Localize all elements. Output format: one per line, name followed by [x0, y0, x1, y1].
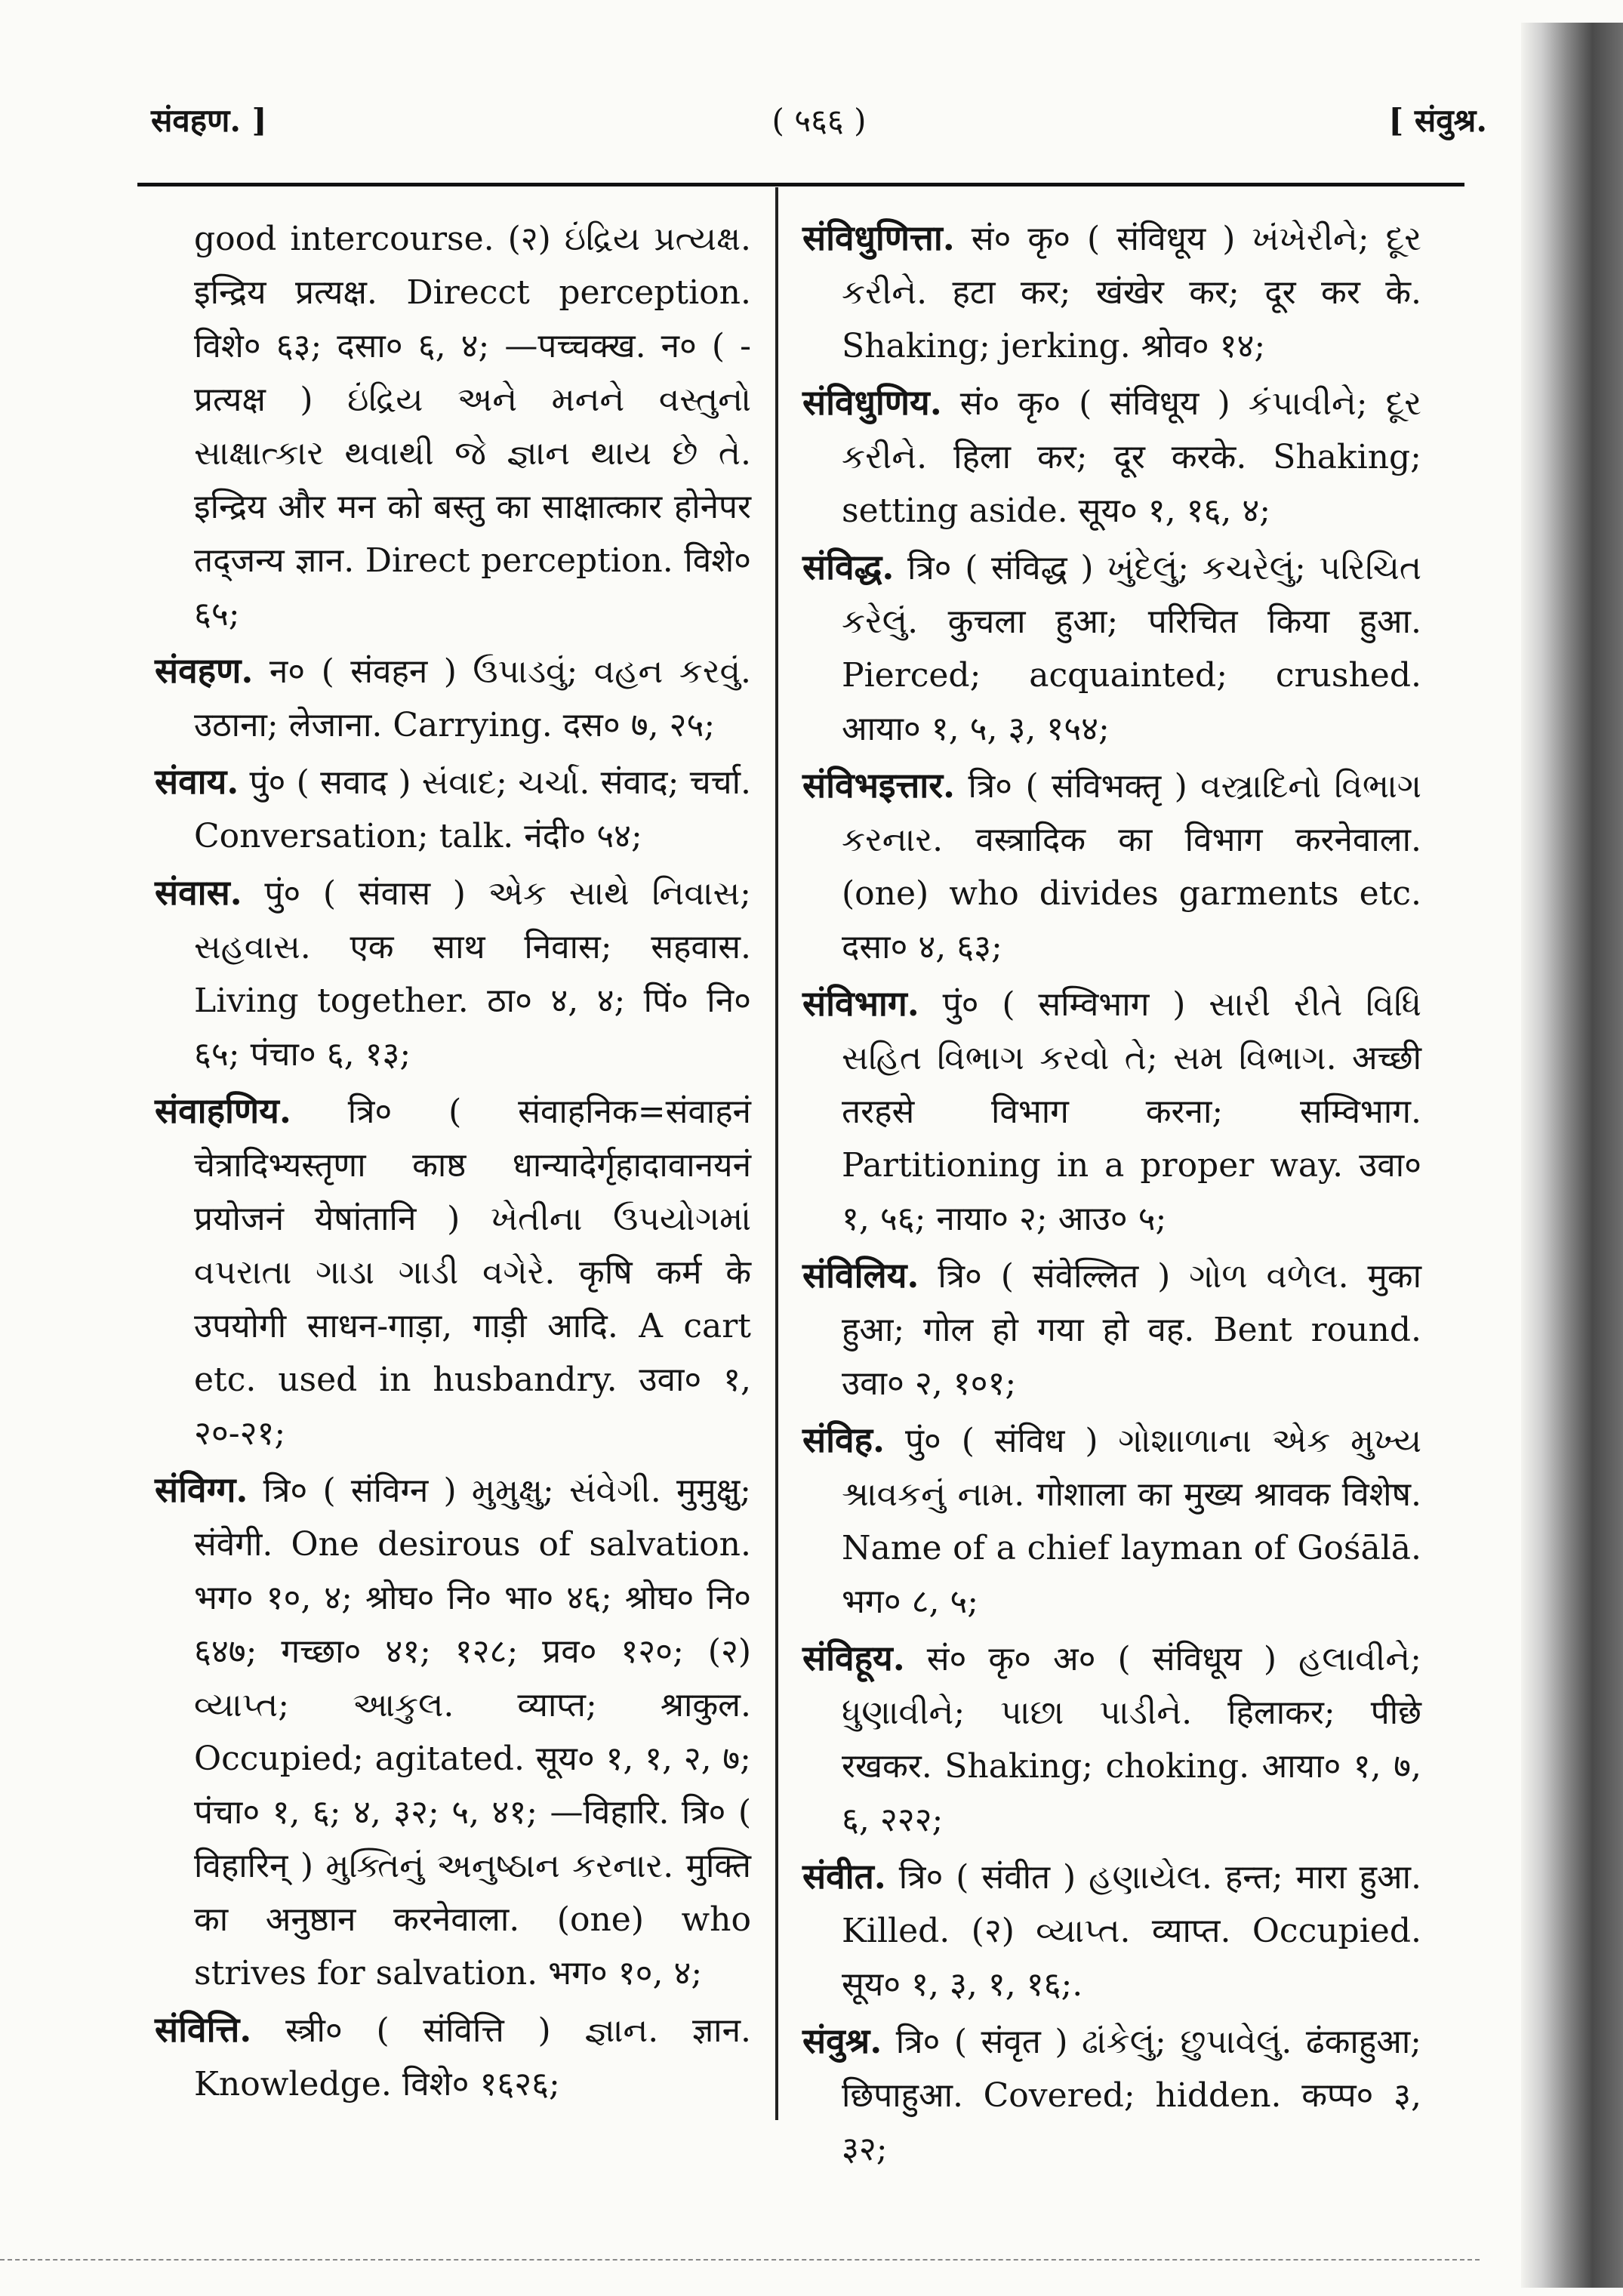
left-column: [155, 211, 751, 2114]
entry-text: स्त्री० ( संवित्ति ) જ્ઞાન. ज्ञान. Knowledge. विशे० १६२६;: [194, 2011, 751, 2103]
entry-headword: संविलिय.: [802, 1255, 919, 1296]
dictionary-entry: [155, 755, 751, 863]
entry-text: good intercourse. (२) ઇંદ્રિય પ્રત્યક્ષ. इन्द्रिय प्रत्यक्ष. Direcct perception. विशे० ६३; दसा० ६, ४; —पच्चक्ख. न० ( -प्रत्यक्ष ) ઇંદ્રિય અને મનને વસ્તુનો સાક્ષાત્કાર થવાથી જે જ્ઞાન થાય છે તે. इन्द्रिय और मन को बस्तु का साक्षात्कार होनेपर तद्जन्य ज्ञान. Direct perception. विशे० ६५;: [194, 220, 751, 633]
entry-headword: संवुश्र.: [802, 2020, 882, 2061]
entry-headword: संविग्ग.: [155, 1469, 248, 1510]
page-edge-shadow: [1521, 23, 1623, 2288]
entry-headword: संविह.: [802, 1419, 885, 1460]
entry-headword: संवाय.: [155, 761, 239, 802]
entry-text: न० ( संवहन ) ઉપાડવું; વહન કરવું. उठाना; लेजाना. Carrying. दस० ७, २५;: [194, 652, 751, 744]
entry-text: सं० कृ० अ० ( संविधूय ) હલાવીને; ધુણાવીને; પાછા પાડીને. हिलाकर; पीछे रखकर. Shaking; choking. आया० १, ७, ६, २२२;: [842, 1640, 1421, 1839]
dictionary-entry: [155, 2003, 751, 2111]
entry-headword: संवित्ति.: [155, 2009, 252, 2050]
entry-headword: संविहूय.: [802, 1638, 905, 1678]
entry-text: पुं० ( संवास ) એક સાથે નિવાસ; સહવાસ. एक साथ निवास; सहवास. Living together. ठा० ४, ४; पिं० नि० ६५; पंचा० ६, १३;: [194, 874, 751, 1074]
entry-headword: संविभइत्तार.: [802, 765, 956, 806]
entry-text: त्रि० ( संवाहनिक=संवाहनं चेत्रादिभ्यस्तृणा काष्ठ धान्यादेर्गृहादावानयनं प्रयोजनं येषांतानि ) ખેતીના ઉપયોગમાં વપરાતા ગાડા ગાડી વગેરે. कृषि कर्म के उपयोगी साधन-गाड़ा, गाड़ी आदि. A cart etc. used in husbandry. उवा० १, २०-२१;: [194, 1093, 751, 1453]
column-divider: [775, 187, 778, 2120]
entry-text: पुं० ( सम्विभाग ) સારી રીતે વિધિ સહિત વિભાગ કરવો તે; સમ વિભાગ. अच्छी तरहसे विभाग करना; सम्विभाग. Partitioning in a proper way. उवा० १, ५६; नाया० २; आउ० ५;: [842, 985, 1421, 1238]
entry-text: पुं० ( सवाद ) સંવાદ; ચર્ચા. संवाद; चर्चा. Conversation; talk. नंदी० ५४;: [194, 763, 751, 855]
dictionary-entry: [802, 2014, 1421, 2176]
header-rule: [137, 183, 1464, 186]
entry-headword: संविद्ध.: [802, 547, 895, 587]
dictionary-entry: [802, 1249, 1421, 1410]
entry-text: त्रि० ( संविद्ध ) ખુંદેલું; કચરેલું; પરિચિત કરેલું. कुचला हुआ; परिचित किया हुआ. Pierced; acquainted; crushed. आया० १, ५, ३, १५४;: [842, 549, 1421, 748]
dictionary-entry: [802, 1632, 1421, 1847]
dictionary-entry: [155, 644, 751, 752]
entry-headword: संवीत.: [802, 1856, 886, 1897]
dictionary-entry: [155, 1463, 751, 2000]
dictionary-entry: [155, 1084, 751, 1460]
entry-headword: संविधुणित्ता.: [802, 217, 955, 258]
header-right-guideword: [ संवुश्र.: [1388, 102, 1487, 139]
right-column: [802, 211, 1421, 2179]
entry-headword: संविधुणिय.: [802, 382, 942, 423]
page-number: ( ५६६ ): [771, 102, 867, 139]
page-header: [143, 91, 1495, 159]
dictionary-entry: [802, 541, 1421, 756]
entry-text: पुं० ( संविध ) ગોશાળાના એક મુખ્ય શ્રાવકનું નામ. गोशाला का मुख्य श्रावक विशेष. Name of a chief layman of Gośālā. भग० ८, ५;: [842, 1422, 1421, 1621]
header-left-guideword: संवहण. ]: [151, 102, 267, 139]
entry-text: सं० कृ० ( संविधूय ) કંપાવીને; દૂર કરીને. हिला कर; दूर करके. Shaking; setting aside. सूय० १, १६, ४;: [842, 384, 1421, 530]
dictionary-entry: [802, 759, 1421, 974]
entry-headword: संवाहणिय.: [155, 1090, 291, 1131]
bottom-edge-line: [0, 2259, 1480, 2262]
entry-headword: संविभाग.: [802, 983, 919, 1024]
dictionary-entry: [802, 1413, 1421, 1629]
dictionary-entry: [802, 376, 1421, 538]
entry-headword: संवास.: [155, 872, 242, 913]
entry-headword: संवहण.: [155, 650, 254, 691]
dictionary-entry: [802, 1850, 1421, 2011]
entry-text: त्रि० ( संविग्न ) મુમુક્ષુ; સંવેગી. मुमुक्षु; संवेगी. One desirous of salvation. भग० १०, ४; श्रोघ० नि० भा० ४६; श्रोघ० नि० ६४७; गच्छा० ४१; १२८; प्रव० १२०; (२) વ્યાપ્ત; આકુલ. व्याप्त; श्राकुल. Occupied; agitated. सूय० १, १, २, ७; पंचा० १, ६; ४, ३२; ५, ४१; —विहारि. त्रि० ( विहारिन् ) મુક્તિનું અનુષ્ઠાન કરનાર. मुक्ति का अनुष्ठान करनेवाला. (one) who strives for salvation. भग० १०, ४;: [194, 1472, 751, 1992]
entry-text: त्रि० ( संविभक्तृ ) વસ્ત્રાદિનો વિભાગ કરનાર. वस्त्रादिक का विभाग करनेवाला. (one) who divides garments etc. दसा० ४, ६३;: [842, 767, 1421, 966]
dictionary-entry: [155, 866, 751, 1081]
entry-text: त्रि० ( संवीत ) હણાયેલ. हन्त; मारा हुआ. Killed. (२) વ્યાપ્ત. व्याप्त. Occupied. सूय० १, ३, १, १६;.: [842, 1858, 1421, 2004]
entry-text: त्रि० ( संवेल्लित ) ગોળ વળેલ. मुका हुआ; गोल हो गया हो वह. Bent round. उवा० २, १०१;: [842, 1257, 1421, 1403]
dictionary-entry: [802, 977, 1421, 1246]
entry-text: सं० कृ० ( संविधूय ) ખંખેરીને; દૂર કરીને. हटा कर; खंखेर कर; दूर कर के. Shaking; jerking. श्रोव० १४;: [842, 220, 1421, 365]
dictionary-entry: [155, 211, 751, 641]
entry-text: त्रि० ( संवृत ) ઢાંકેલું; છુપાવેલું. ढंकाहुआ; छिपाहुआ. Covered; hidden. कप्प० ३, ३२;: [842, 2023, 1421, 2168]
dictionary-entry: [802, 211, 1421, 373]
